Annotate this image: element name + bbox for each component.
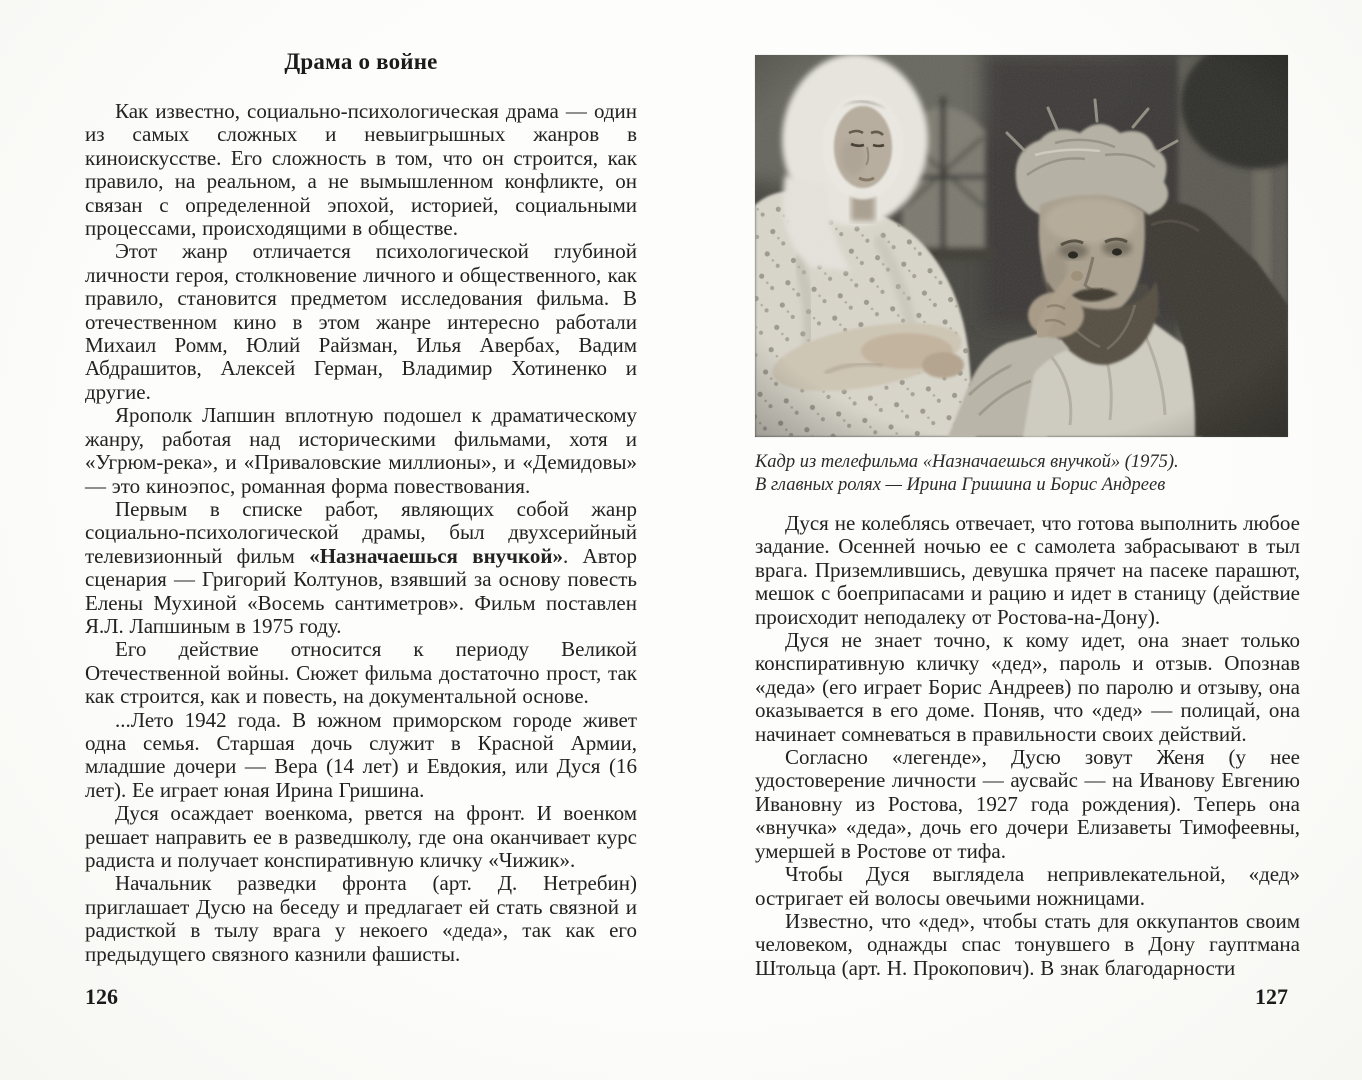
- paragraph: Его действие относится к периоду Великой Отечественной войны. Сюжет фильма достаточно прост, так как строится, как и повесть, на документальной основе.: [85, 637, 637, 709]
- film-title-bold: «Назначаешься внучкой»: [309, 543, 563, 568]
- page-number-left: 126: [85, 984, 118, 1009]
- paragraph: [85, 498, 637, 638]
- paragraph-text: . Автор сценария — Григорий Колтунов, взявший за основу повесть Елены Мухиной «Восемь сантиметров». Фильм поставлен Я.Л. Лапшиным в 1975 году.: [85, 543, 637, 638]
- paragraph: Согласно «легенде», Дусю зовут Женя (у нее удостоверение личности — аусвайс — на Иванову Евгению Ивановну из Ростова, 1927 года рождения). Теперь она «внучка» «деда», дочь его дочери Елизаветы Тимофеевны, умершей в Ростове от тифа.: [755, 745, 1300, 863]
- paragraph-text: Первым в списке работ, являющих собой жанр социально-психологической драмы, был двухсерийный телевизионный фильм: [85, 496, 637, 568]
- paragraph: Ярополк Лапшин вплотную подошел к драматическому жанру, работая над историческими фильмами, хотя и «Угрюм-река», и «Приваловские миллионы», и «Демидовы» — это киноэпос, романная форма повествования.: [85, 403, 637, 498]
- paragraph: Начальник разведки фронта (арт. Д. Нетребин) приглашает Дусю на беседу и предлагает ей стать связной и радисткой в тылу врага у некоего «деда», так как его предыдущего связного казнили фашисты.: [85, 871, 637, 966]
- photo-caption: [755, 451, 1300, 497]
- right-page-text: [755, 512, 1300, 980]
- photo-caption-line2: В главных ролях — Ирина Гришина и Борис Андреев: [755, 475, 1166, 495]
- paragraph: Этот жанр отличается психологической глубиной личности героя, столкновение личного и общественного, как правило, становится предметом исследования фильма. В отечественном кино в этом жанре интересно работали Михаил Ромм, Юлий Райзман, Илья Авербах, Вадим Абдрашитов, Алексей Герман, Владимир Хотиненко и другие.: [85, 239, 637, 404]
- paragraph: Чтобы Дуся выглядела непривлекательной, «дед» остригает ей волосы овечьими ножницами.: [755, 862, 1300, 910]
- left-page: [85, 50, 637, 966]
- paragraph: Дуся осаждает военкома, рвется на фронт. И военком решает направить ее в разведшколу, где она оканчивает курс радиста и получает конспиративную кличку «Чижик».: [85, 801, 637, 872]
- film-still-photo: [755, 55, 1288, 437]
- photo-caption-line1: Кадр из телефильма «Назначаешься внучкой» (1975).: [755, 452, 1179, 472]
- paragraph: Как известно, социально-психологическая драма — один из самых сложных и невыигрышных жанров в киноискусстве. Его сложность в том, что он строится, как правило, на реальном, а не вымышленном конфликте, он связан с определенной эпохой, историей, социальными процессами, происходящими в обществе.: [85, 99, 637, 241]
- paragraph: Известно, что «дед», чтобы стать для оккупантов своим человеком, однажды спас тонувшего в Дону гауптмана Штольца (арт. Н. Прокопович). В знак благодарности: [755, 908, 1300, 980]
- section-heading: Драма о войне: [284, 49, 438, 74]
- right-page: [755, 55, 1300, 980]
- page-number-right: 127: [1255, 984, 1288, 1009]
- paragraph: ...Лето 1942 года. В южном приморском городе живет одна семья. Старшая дочь служит в Красной Армии, младшие дочери — Вера (14 лет) и Евдокия, или Дуся (16 лет). Ее играет юная Ирина Гришина.: [85, 707, 637, 802]
- paragraph: Дуся не знает точно, к кому идет, она знает только конспиративную кличку «дед», пароль и отзыв. Опознав «деда» (его играет Борис Андреев) по паролю и отзыву, она оказывается в его доме. Поняв, что «дед» — полицай, она начинает сомневаться в правильности своих действий.: [755, 628, 1300, 746]
- film-still-illustration: [755, 55, 1288, 437]
- paragraph: Дуся не колеблясь отвечает, что готова выполнить любое задание. Осенней ночью ее с самолета забрасывают в тыл врага. Приземлившись, девушка прячет на пасеке парашют, мешок с боеприпасами и рацию и идет в станицу (действие происходит неподалеку от Ростова-на-Дону).: [755, 511, 1300, 629]
